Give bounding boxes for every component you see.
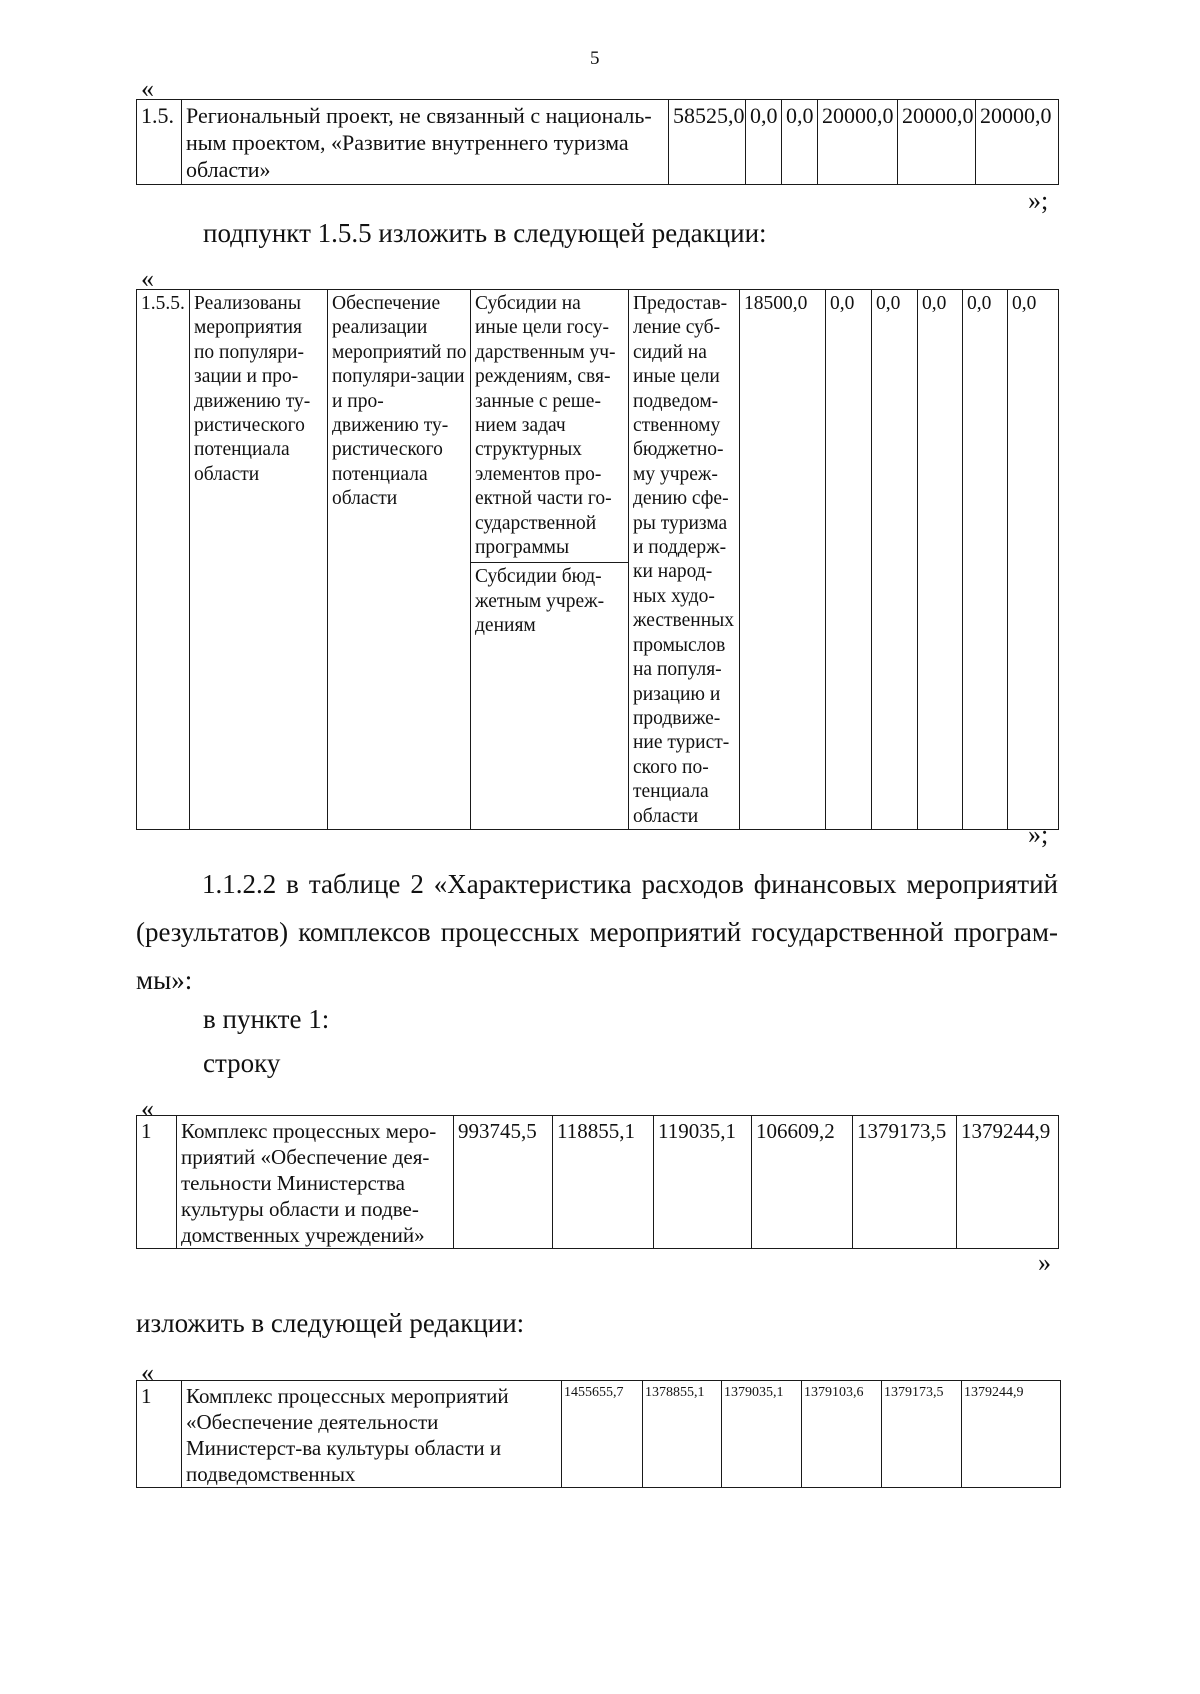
table-row xyxy=(137,1381,1061,1488)
table-complex-old xyxy=(136,1115,1059,1249)
table-row xyxy=(137,290,1059,563)
value-cell: 20000,0 xyxy=(818,100,898,185)
page-number: 5 xyxy=(590,48,600,69)
value-cell: 0,0 xyxy=(826,290,872,830)
value-cell: 1379244,9 xyxy=(957,1116,1059,1249)
value-cell: 106609,2 xyxy=(752,1116,853,1249)
value-cell: 0,0 xyxy=(963,290,1008,830)
value-cell: 1379173,5 xyxy=(853,1116,957,1249)
value-cell: 0,0 xyxy=(1008,290,1059,830)
subsidy-cell: Субсидии на иные цели госу-дарственным уч-реждениям, свя-занные с реше-нием задач структурных элементов про-ектной части го-сударственной программы xyxy=(471,290,629,563)
row-title: Комплекс процессных меро-приятий «Обеспечение дея-тельности Министерства культуры области и подве-домственных учреждений» xyxy=(177,1116,454,1249)
value-cell: 18500,0 xyxy=(740,290,826,830)
quote-open: « xyxy=(141,264,154,293)
subsidy-cell: Субсидии бюд-жетным учреж-дениям xyxy=(471,563,629,830)
table-row xyxy=(137,1116,1059,1249)
paragraph: 1.1.2.2 в таблице 2 «Характеристика расходов финансовых мероприятий (результатов) комплексов процессных мероприятий государственной програм-мы»: xyxy=(136,869,1058,995)
row-title: Региональный проект, не связанный с националь-ным проектом, «Развитие внутреннего туризма области» xyxy=(182,100,669,185)
value-cell: 20000,0 xyxy=(976,100,1059,185)
row-title: Комплекс процессных мероприятий «Обеспечение деятельности Министерст-ва культуры области и подведомственных xyxy=(182,1381,562,1488)
quote-open: « xyxy=(141,1358,154,1387)
paragraph: изложить в следующей редакции: xyxy=(136,1308,525,1338)
row-number: 1 xyxy=(137,1381,182,1488)
value-cell: 20000,0 xyxy=(898,100,976,185)
value-cell: 58525,0 xyxy=(669,100,746,185)
row-number: 1.5.5. xyxy=(137,290,190,830)
quote-close: »; xyxy=(1028,820,1049,849)
value-cell: 0,0 xyxy=(872,290,918,830)
quote-close: »; xyxy=(1028,186,1049,215)
table-regional-project xyxy=(136,99,1059,185)
row-number: 1 xyxy=(137,1116,177,1249)
table-row xyxy=(137,100,1059,185)
result-cell: Реализованы мероприятия по популяри-зации и про-движению ту-ристического потенциала области xyxy=(190,290,328,830)
value-cell: 993745,5 xyxy=(454,1116,553,1249)
value-cell: 1378855,1 xyxy=(643,1381,722,1488)
value-cell: 1379035,1 xyxy=(722,1381,802,1488)
row-number: 1.5. xyxy=(137,100,182,185)
value-cell: 1379244,9 xyxy=(962,1381,1061,1488)
quote-open: « xyxy=(141,1094,154,1123)
quote-open: « xyxy=(141,74,154,103)
value-cell: 1455655,7 xyxy=(562,1381,643,1488)
table-subitem-1-5-5 xyxy=(136,289,1059,830)
table-complex-new xyxy=(136,1380,1061,1488)
value-cell: 1379103,6 xyxy=(802,1381,882,1488)
paragraph: в пункте 1: xyxy=(203,1004,330,1034)
value-cell: 1379173,5 xyxy=(882,1381,962,1488)
value-cell: 0,0 xyxy=(782,100,818,185)
paragraph: строку xyxy=(203,1048,281,1078)
paragraph: подпункт 1.5.5 изложить в следующей редакции: xyxy=(203,218,767,248)
value-cell: 0,0 xyxy=(918,290,963,830)
value-cell: 0,0 xyxy=(746,100,782,185)
value-cell: 119035,1 xyxy=(654,1116,752,1249)
quote-close: » xyxy=(1038,1248,1051,1277)
value-cell: 118855,1 xyxy=(553,1116,654,1249)
measure-cell: Предостав-ление суб-сидий на иные цели подведом-ственному бюджетно-му учреж-дению сфе-ры туризма и поддерж-ки народ-ных худо-жественных промыслов на популя-ризацию и продвиже-ние турист-ского по-тенциала области xyxy=(629,290,740,830)
task-cell: Обеспечение реализации мероприятий по популяри-зации и про-движению ту-ристического потенциала области xyxy=(328,290,471,830)
